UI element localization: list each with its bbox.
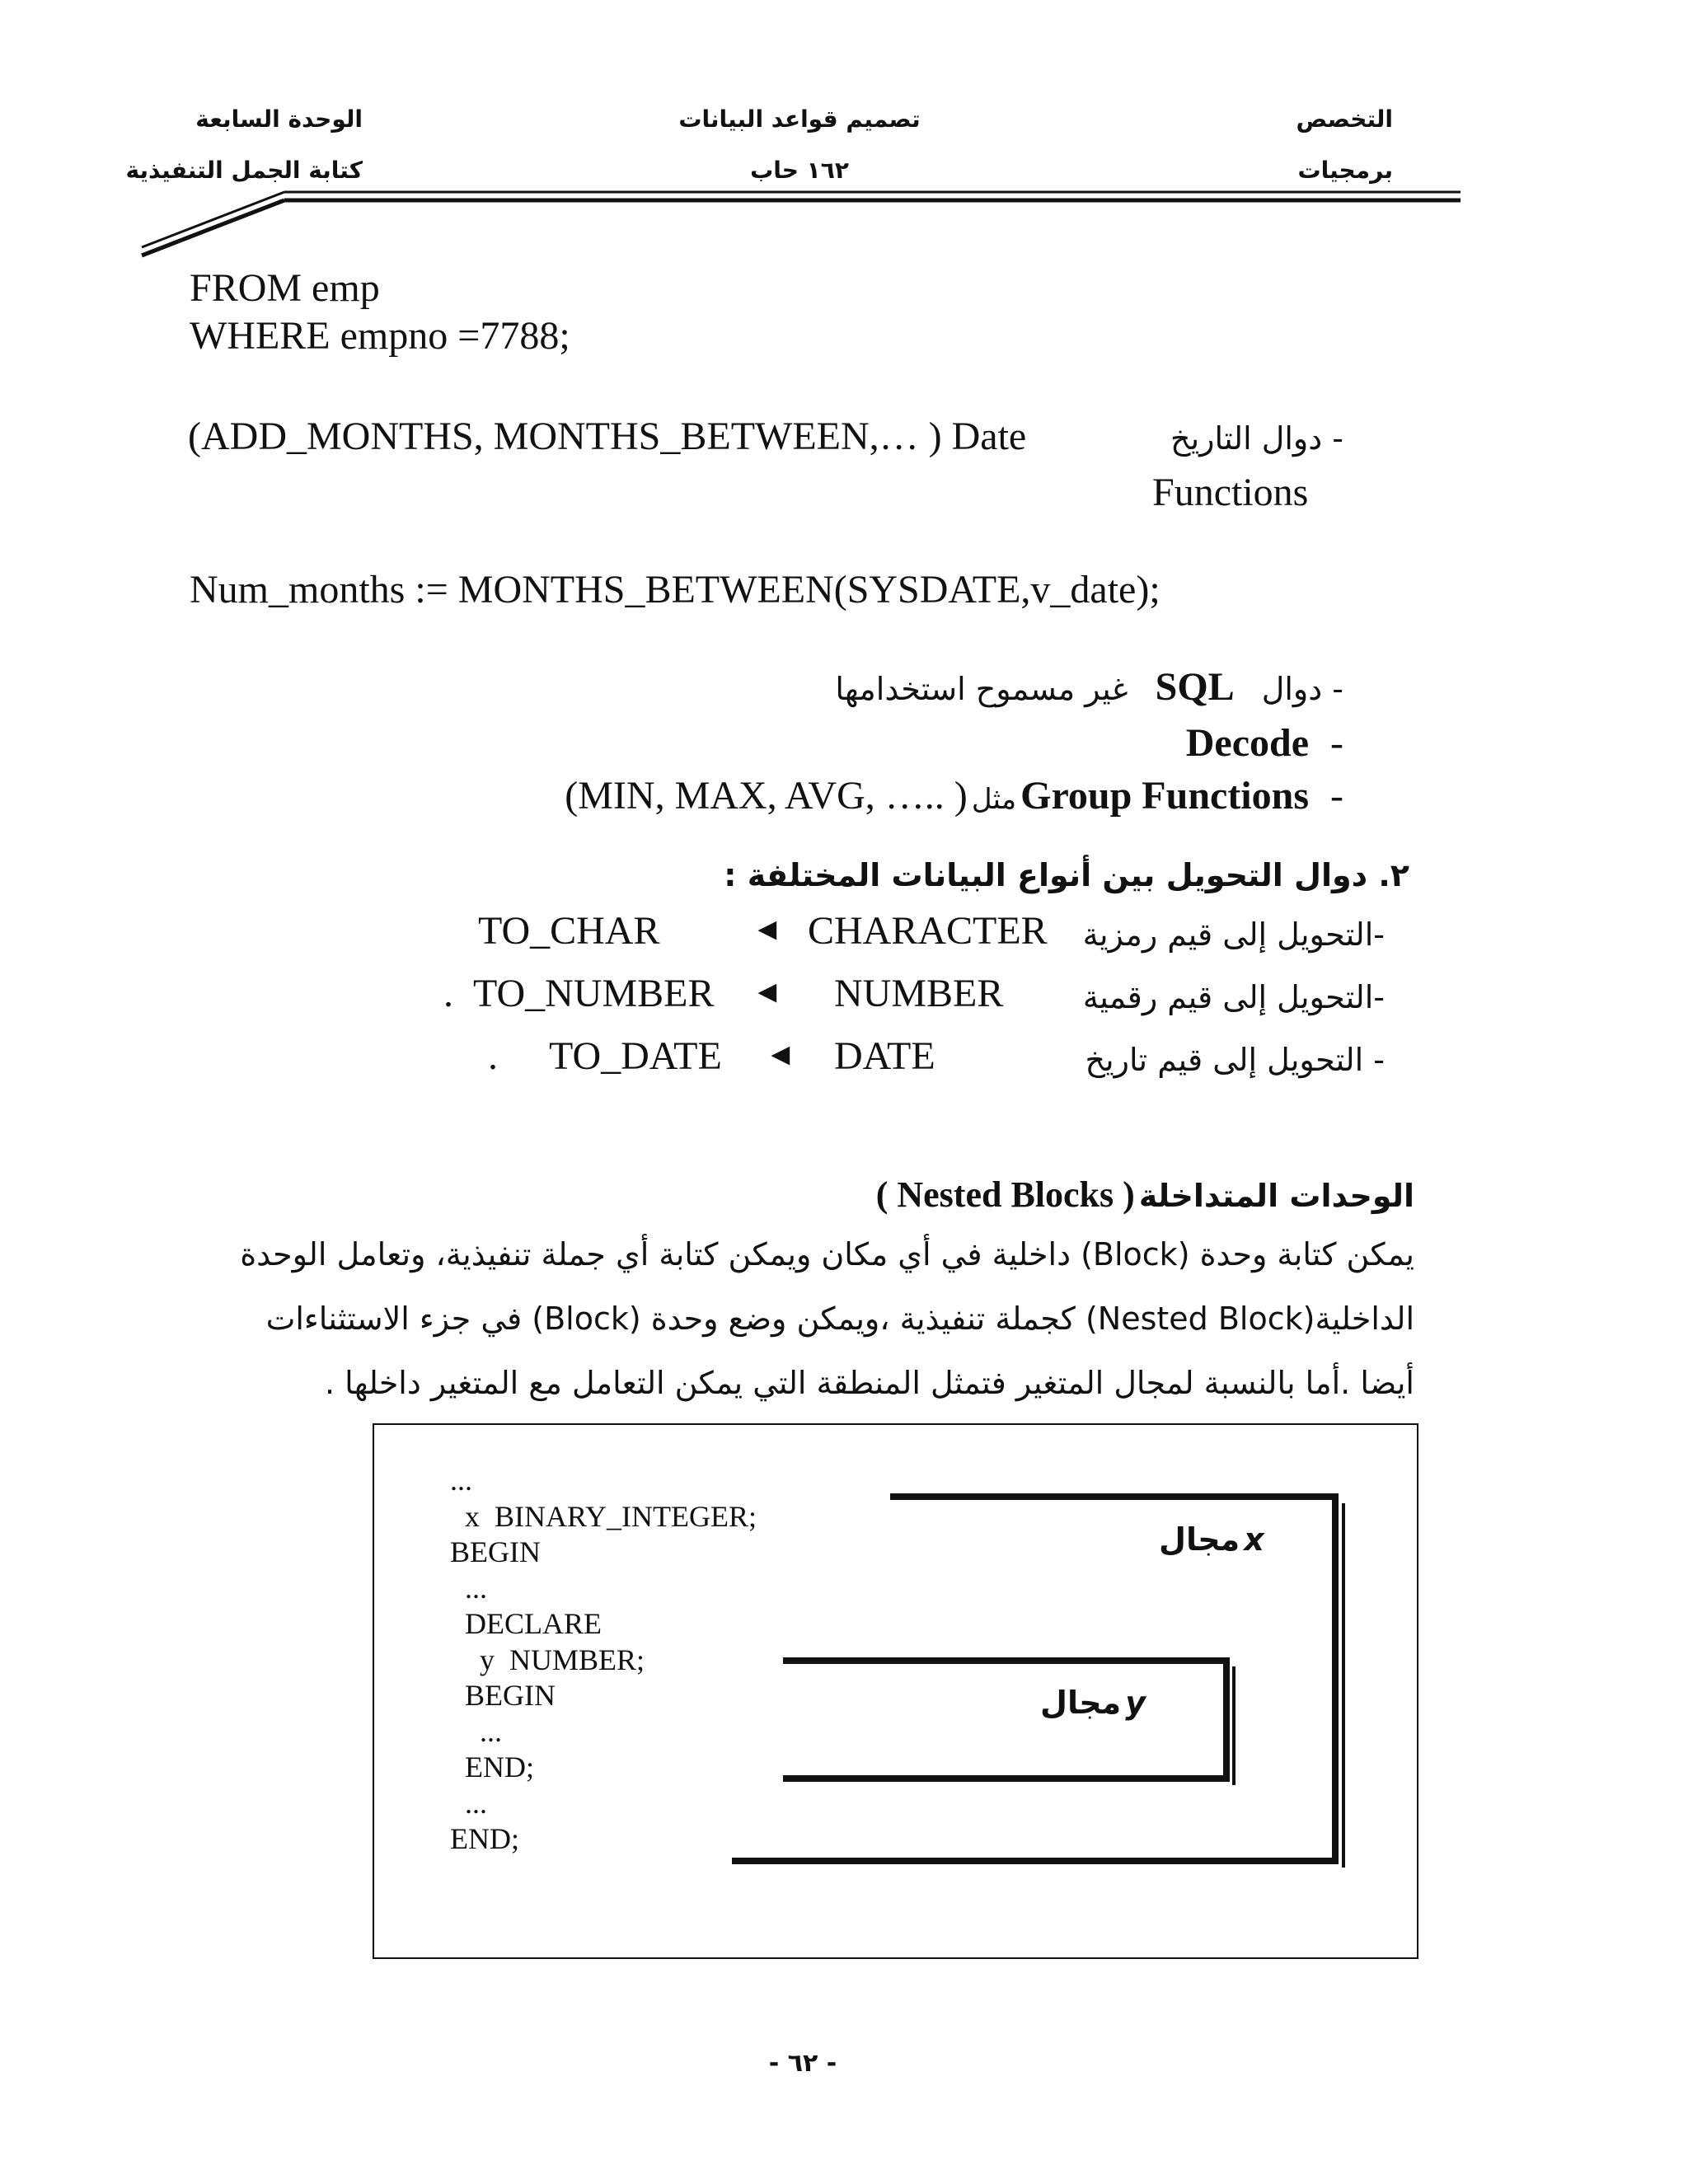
nested-paragraph-line3: أيضا .أما بالنسبة لمجال المتغير فتمثل المنطقة التي يمكن التعامل مع المتغير داخلها . <box>324 1365 1414 1401</box>
header-specialty-label: التخصص <box>1296 105 1393 133</box>
conversion-row-number-ar: -التحويل إلى قيم رقمية <box>1082 979 1385 1015</box>
conversion-row-date-func: TO_DATE <box>549 1034 722 1078</box>
conversion-row-char-type: CHARACTER <box>808 909 1048 953</box>
header-course-code: ١٦٢ حاب <box>750 157 849 184</box>
nested-paragraph-line2: الداخلية(Nested Block) كجملة تنفيذية ،ويمكن وضع وحدة (Block) في جزء الاستثناءات <box>265 1301 1414 1337</box>
conversion-row-number-type: NUMBER <box>834 972 1004 1015</box>
decode-line: Decode - <box>1185 721 1343 765</box>
months-between-example: Num_months := MONTHS_BETWEEN(SYSDATE,v_date); <box>190 568 1160 612</box>
conversion-row-date-ar: - التحويل إلى قيم تاريخ <box>1085 1042 1385 1078</box>
sql-functions-note: غير مسموح استخدامها <box>835 671 1128 707</box>
nested-paragraph-line1: يمكن كتابة وحدة (Block) داخلية في أي مكان ويمكن كتابة أي جملة تنفيذية، وتعامل الوحدة <box>240 1236 1414 1272</box>
conversion-title: ٢. دوال التحويل بين أنواع البيانات المختلفة : <box>724 857 1409 893</box>
code-where-line: WHERE empno =7788; <box>190 314 570 358</box>
arrow-left-icon: ◄ <box>752 912 783 947</box>
header-unit-number: الوحدة السابعة <box>195 105 363 133</box>
sql-functions-prefix: - دوال <box>1261 671 1343 707</box>
nested-heading-ar: الوحدات المتداخلة <box>1138 1178 1414 1214</box>
header-unit-title: كتابة الجمل التنفيذية <box>125 157 363 184</box>
group-list: (MIN, MAX, AVG, ….. ) <box>565 774 968 818</box>
scope-y-ar: مجال <box>1040 1685 1122 1721</box>
page-number: - ٦٢ - <box>768 2049 837 2078</box>
conversion-row-number-dot: . <box>443 972 453 1015</box>
nested-heading-en: ( Nested Blocks ) <box>875 1174 1135 1215</box>
group-mithl: مثل <box>971 783 1017 816</box>
decode-keyword: Decode <box>1185 721 1310 765</box>
date-functions-list: (ADD_MONTHS, MONTHS_BETWEEN,… ) Date <box>188 415 1027 458</box>
group-functions-line: (MIN, MAX, AVG, ….. ) مثل Group Functions - <box>565 774 1343 818</box>
nested-block-code: ... x BINARY_INTEGER; BEGIN ... DECLARE y NUMBER; BEGIN ... END; ... END; <box>450 1464 757 1855</box>
code-from-line: FROM emp <box>190 266 380 310</box>
scope-x-var: x <box>1244 1521 1264 1558</box>
date-functions-word: Functions <box>1152 471 1309 514</box>
conversion-row-char-func: TO_CHAR <box>478 909 660 953</box>
conversion-row-char-ar: -التحويل إلى قيم رمزية <box>1082 916 1385 953</box>
arrow-left-icon: ◄ <box>752 975 783 1010</box>
sql-keyword: SQL <box>1155 665 1235 709</box>
conversion-row-date-dot: . <box>488 1034 498 1078</box>
group-functions-keyword: Group Functions <box>1020 774 1310 818</box>
date-functions-arabic: - دوال التاريخ <box>1170 420 1343 457</box>
scope-y-var: y <box>1125 1685 1146 1721</box>
conversion-row-date-type: DATE <box>834 1034 935 1078</box>
conversion-row-number-func: TO_NUMBER <box>473 972 715 1015</box>
scope-y-label <box>1040 1685 1146 1721</box>
header-course-title: تصميم قواعد البيانات <box>678 105 921 133</box>
scope-x-label <box>1159 1521 1264 1558</box>
scope-x-ar: مجال <box>1159 1521 1240 1558</box>
header-specialty-value: برمجيات <box>1297 157 1393 184</box>
arrow-left-icon: ◄ <box>765 1038 796 1072</box>
